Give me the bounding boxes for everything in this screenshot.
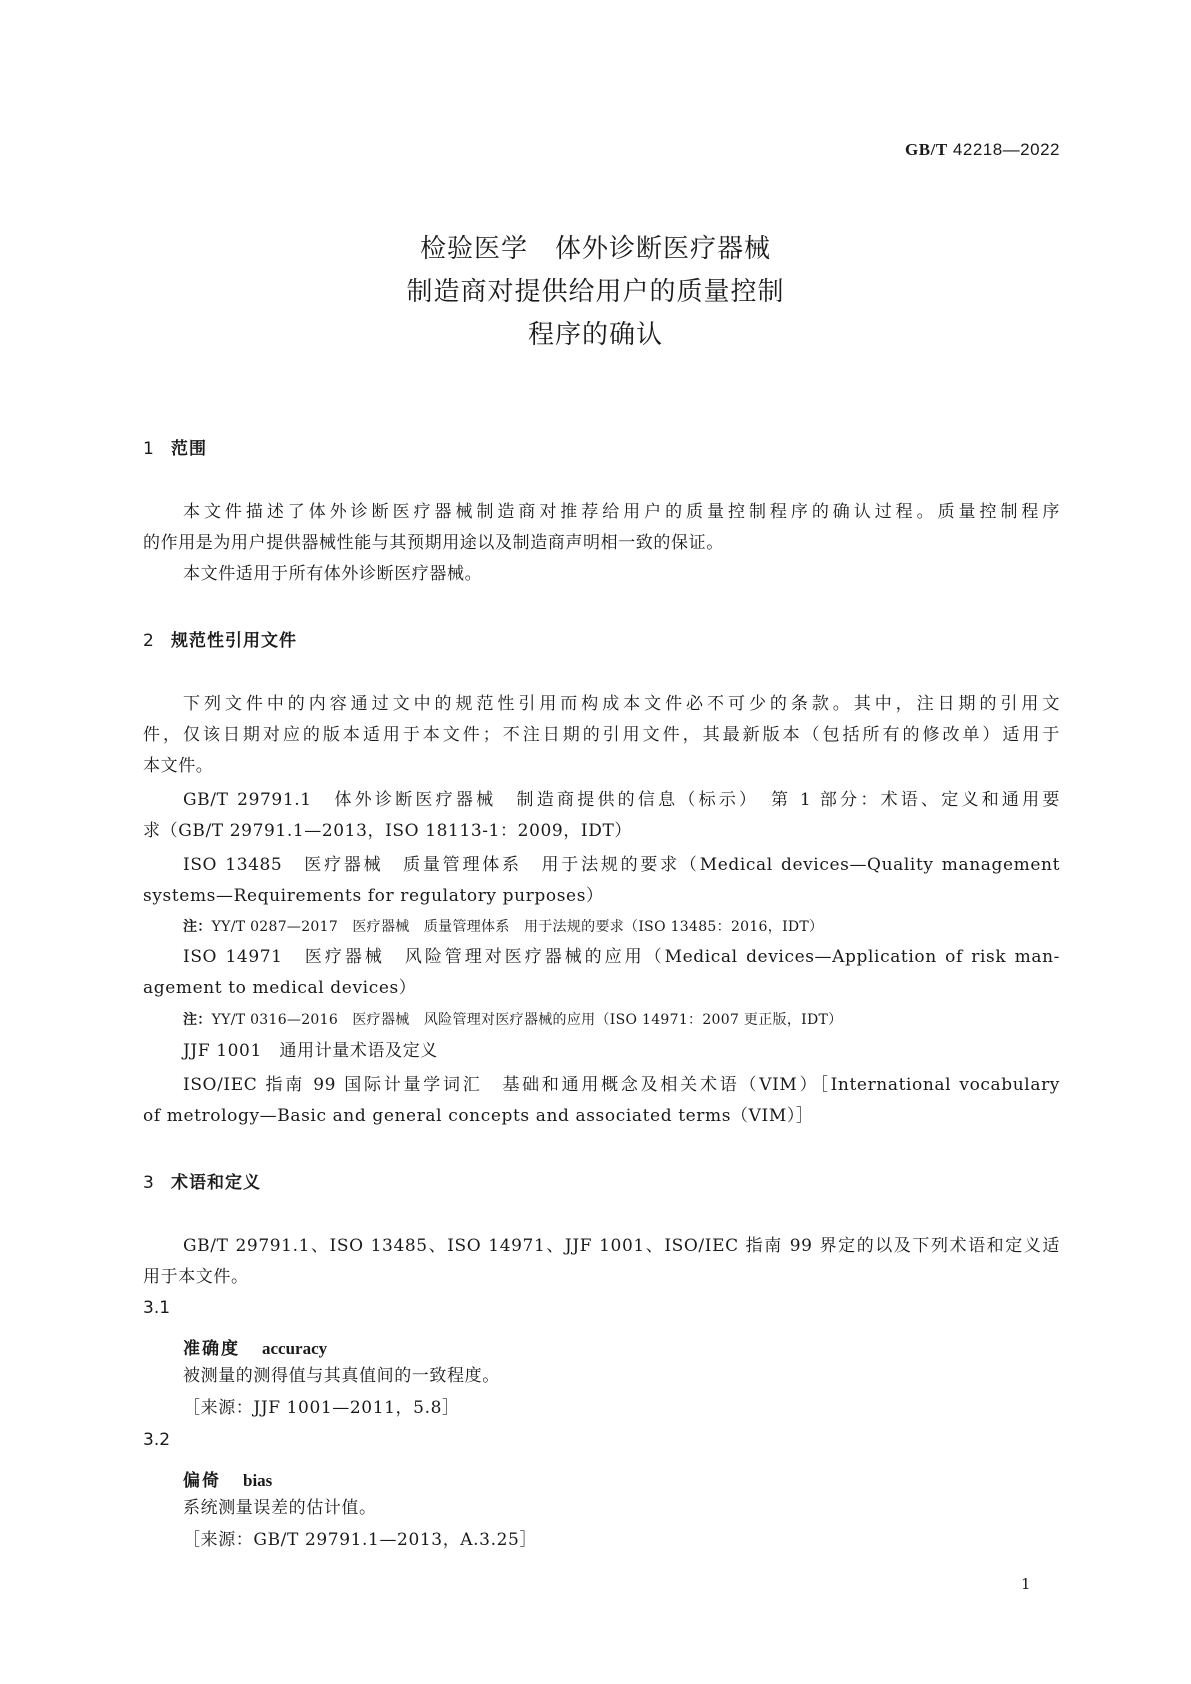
reference-item: ISO 13485 医疗器械 质量管理体系 用于法规的要求（Medical devices—Quality management	[183, 855, 1060, 875]
title-line-1: 检验医学 体外诊断医疗器械	[419, 234, 771, 264]
clause-number: 3.2	[143, 1430, 171, 1450]
reference-item: agement to medical devices）	[143, 978, 417, 998]
title-line-2: 制造商对提供给用户的质量控制	[406, 277, 785, 307]
term-source: ［来源：JJF 1001—2011，5.8］	[183, 1398, 460, 1418]
page-number: 1	[1021, 1575, 1031, 1593]
note-label: 注：	[183, 1012, 212, 1028]
std-prefix: GB/T	[905, 140, 948, 159]
paragraph: 本文件描述了体外诊断医疗器械制造商对推荐给用户的质量控制程序的确认过程。质量控制程序	[183, 502, 1060, 522]
title-line-3: 程序的确认	[527, 320, 663, 350]
paragraph: 件，仅该日期对应的版本适用于本文件；不注日期的引用文件，其最新版本（包括所有的修改单）适用于	[143, 725, 1060, 745]
note-label: 注：	[183, 919, 212, 935]
reference-item: systems—Requirements for regulatory purposes）	[143, 886, 604, 906]
note	[183, 915, 823, 939]
term-definition: 系统测量误差的估计值。	[183, 1498, 377, 1518]
std-number: 42218—2022	[952, 140, 1060, 159]
reference-item: JJF 1001 通用计量术语及定义	[183, 1041, 438, 1061]
note-text: YY/T 0287—2017 医疗器械 质量管理体系 用于法规的要求（ISO 13485：2016，IDT）	[211, 919, 824, 935]
paragraph: 下列文件中的内容通过文中的规范性引用而构成本文件必不可少的条款。其中，注日期的引用文	[183, 694, 1060, 714]
paragraph: 本文件。	[143, 756, 214, 776]
reference-item: of metrology—Basic and general concepts and associated terms（VIM）］	[143, 1106, 814, 1126]
term-zh: 偏倚	[183, 1471, 221, 1491]
reference-item: ISO/IEC 指南 99 国际计量学词汇 基础和通用概念及相关术语（VIM）［International vocabulary	[183, 1075, 1060, 1095]
term-entry	[183, 1466, 272, 1491]
section-title: 范围	[171, 439, 207, 459]
reference-item: GB/T 29791.1 体外诊断医疗器械 制造商提供的信息（标示） 第 1 部分：术语、定义和通用要	[183, 790, 1060, 810]
clause-number: 3.1	[143, 1298, 171, 1318]
section-title: 规范性引用文件	[171, 631, 297, 651]
section-number: 3	[143, 1173, 155, 1193]
term-source: ［来源：GB/T 29791.1—2013，A.3.25］	[183, 1530, 538, 1550]
paragraph: 用于本文件。	[143, 1267, 249, 1287]
term-definition: 被测量的测得值与其真值间的一致程度。	[183, 1366, 500, 1386]
section-1-heading	[143, 434, 207, 459]
section-3-heading	[143, 1168, 261, 1193]
paragraph: 的作用是为用户提供器械性能与其预期用途以及制造商声明相一致的保证。	[143, 533, 724, 553]
section-number: 1	[143, 439, 155, 459]
note-text: YY/T 0316—2016 医疗器械 风险管理对医疗器械的应用（ISO 14971：2007 更正版，IDT）	[211, 1012, 843, 1028]
note	[183, 1008, 842, 1032]
paragraph: GB/T 29791.1、ISO 13485、ISO 14971、JJF 1001、ISO/IEC 指南 99 界定的以及下列术语和定义适	[183, 1236, 1060, 1256]
term-en: bias	[243, 1471, 273, 1490]
term-entry	[183, 1334, 327, 1359]
document-number	[905, 140, 1060, 160]
section-2-heading	[143, 626, 297, 651]
reference-item: ISO 14971 医疗器械 风险管理对医疗器械的应用（Medical devices—Application of risk man-	[183, 947, 1060, 967]
reference-item: 求（GB/T 29791.1—2013，ISO 18113-1：2009，IDT）	[143, 821, 632, 841]
section-title: 术语和定义	[171, 1173, 261, 1193]
section-number: 2	[143, 631, 155, 651]
paragraph: 本文件适用于所有体外诊断医疗器械。	[183, 564, 483, 584]
term-zh: 准确度	[183, 1339, 240, 1359]
term-en: accuracy	[262, 1339, 328, 1358]
